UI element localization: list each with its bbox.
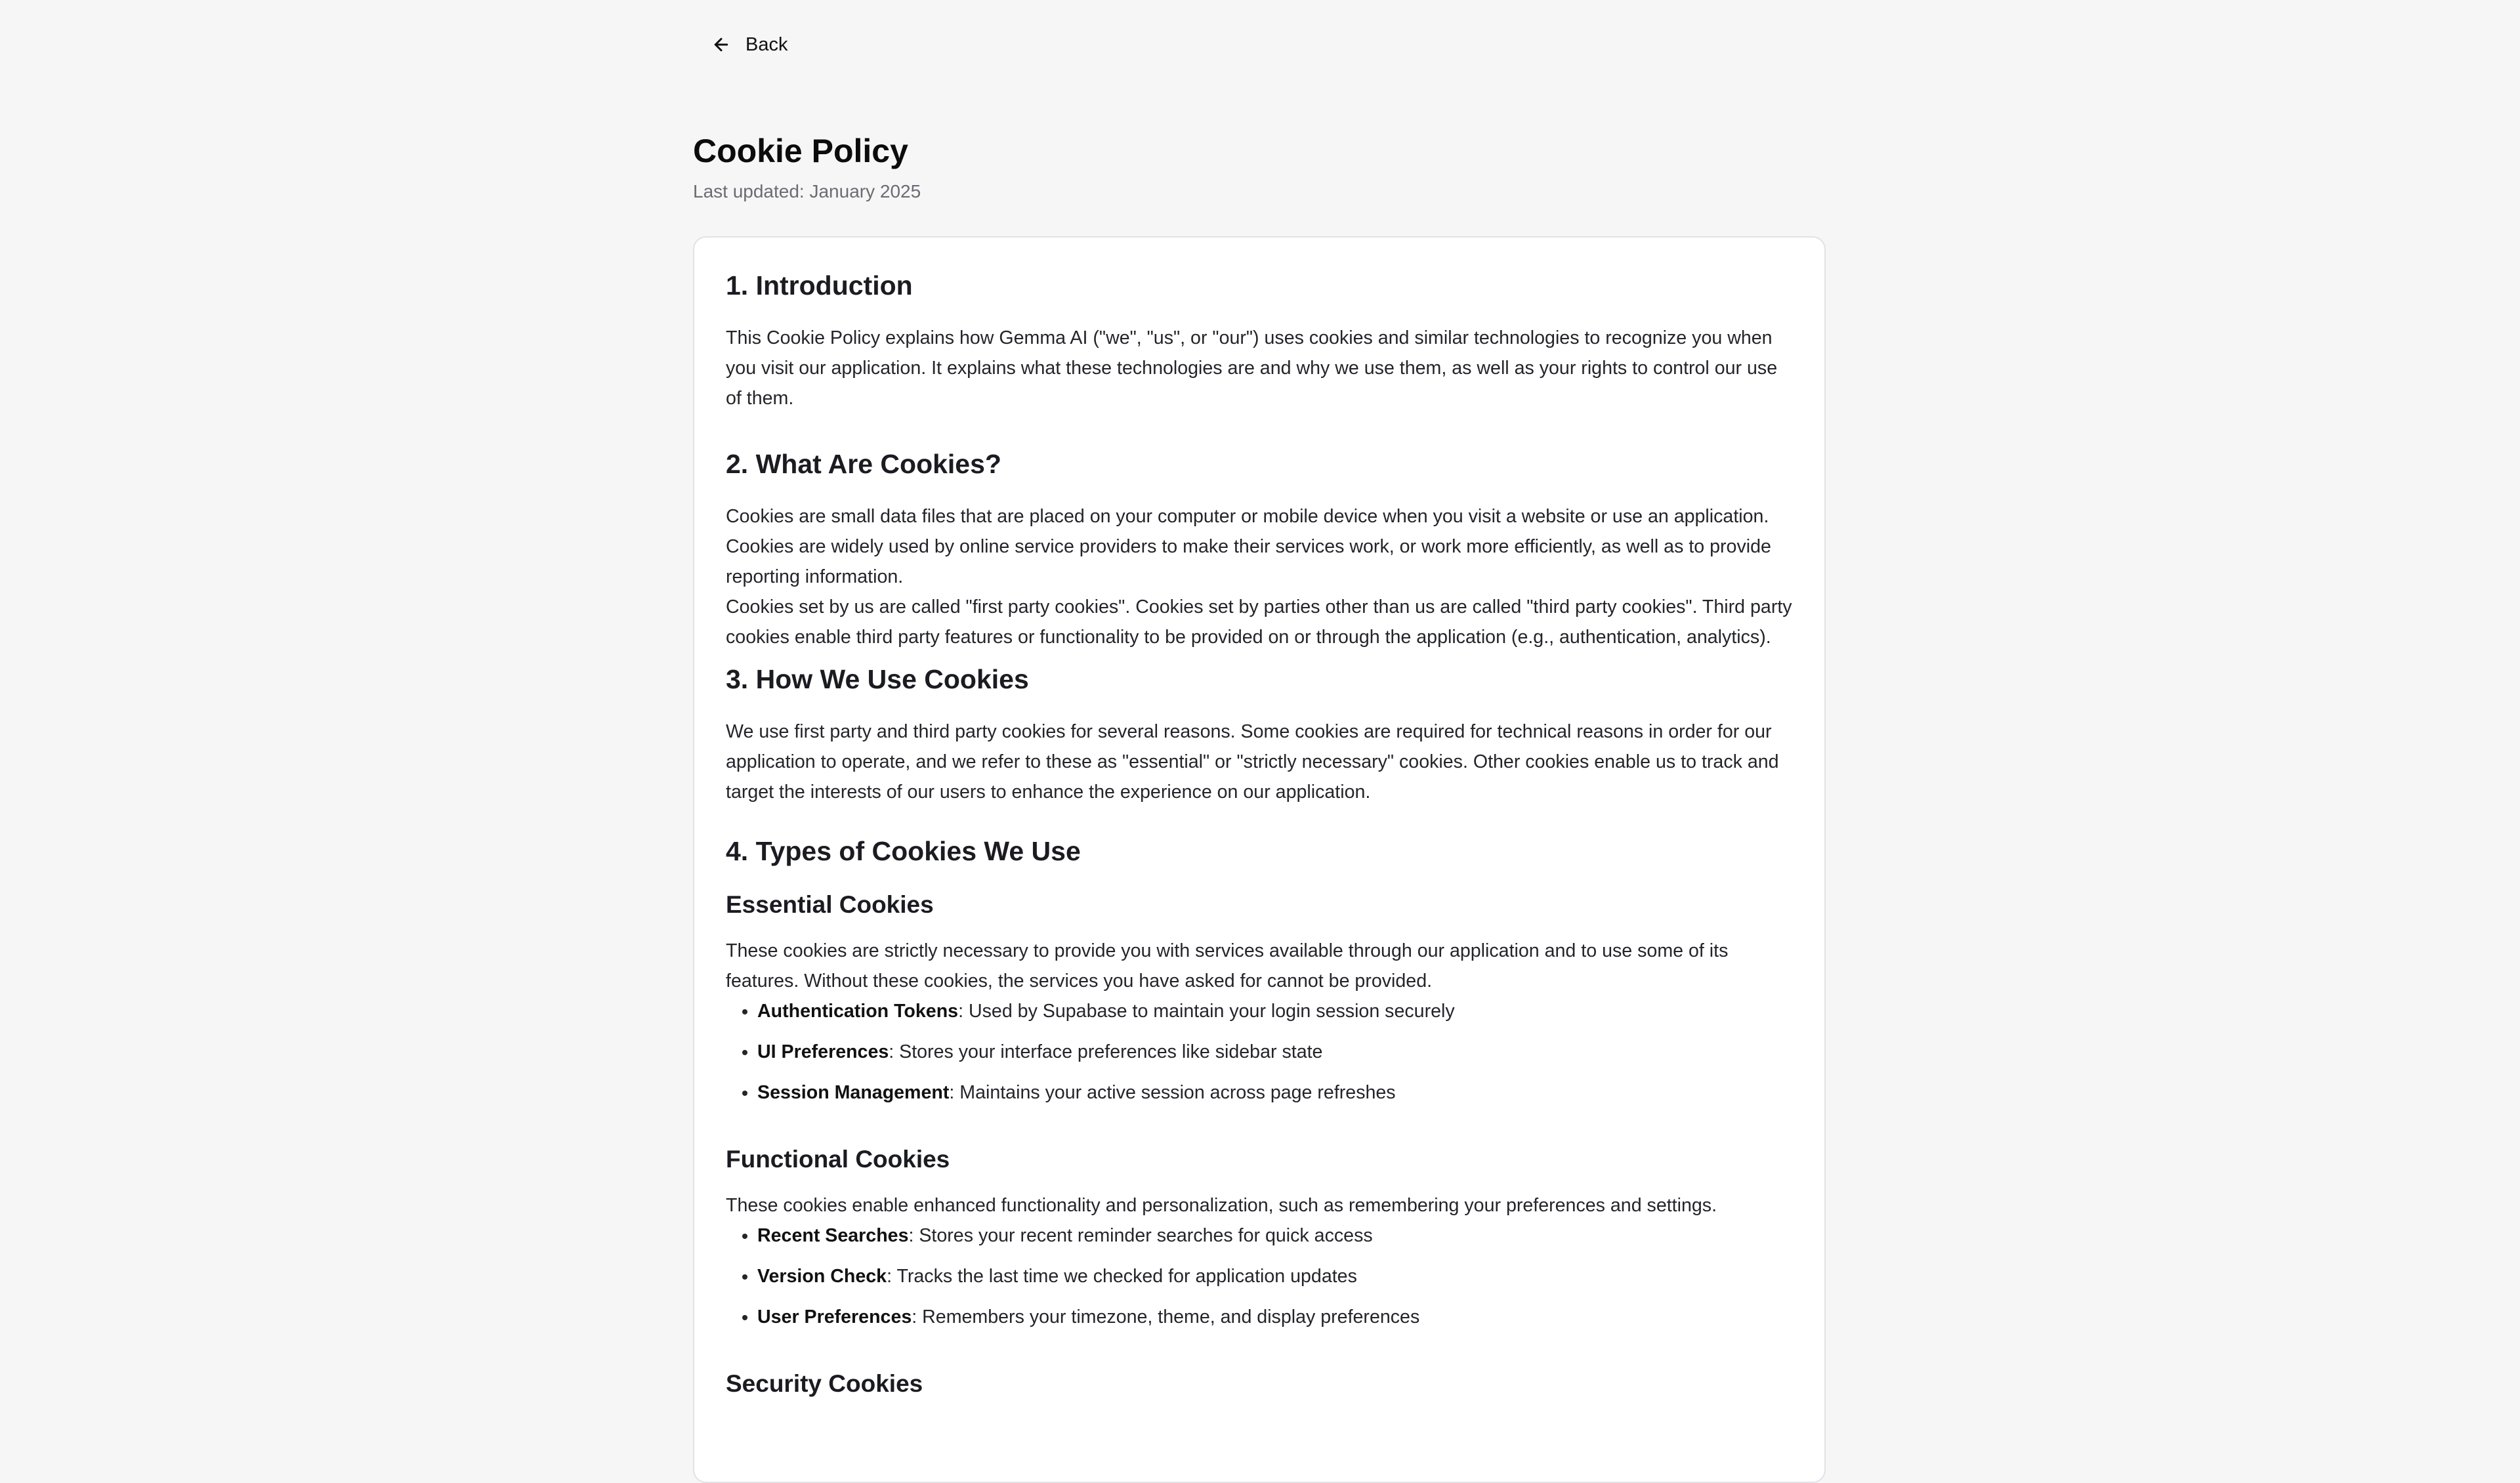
list-item-name: Authentication Tokens — [757, 1001, 959, 1022]
list-item-name: User Preferences — [757, 1306, 912, 1327]
functional-cookies-list — [726, 1221, 1793, 1332]
arrow-left-icon — [711, 35, 731, 54]
essential-cookies-list — [726, 996, 1793, 1108]
list-item-desc: : Remembers your timezone, theme, and display preferences — [912, 1306, 1420, 1327]
back-label: Back — [746, 33, 788, 55]
list-item-desc: : Stores your interface preferences like sidebar state — [889, 1041, 1323, 1062]
essential-cookies-text: These cookies are strictly necessary to provide you with services available through our application and to use some of its features. Without these cookies, the services you have asked for cannot be provided. — [726, 940, 1729, 992]
what-are-cookies-text-1: Cookies are small data files that are placed on your computer or mobile device when you visit a website or use an application. Cookies are widely used by online service providers to make their services work, or work more efficiently, as well as to provide reporting information. — [726, 506, 1771, 587]
list-item — [757, 996, 1793, 1026]
list-item-name: Session Management — [757, 1082, 950, 1103]
how-we-use-cookies-text: We use first party and third party cookies for several reasons. Some cookies are required for technical reasons in order for our application to operate, and we refer to these as "essential" or "strictly necessary" cookies. Other cookies enable us to track and target the interests of our users to enhance the experience on our application. — [726, 721, 1779, 803]
list-item — [757, 1037, 1793, 1067]
page-title: Cookie Policy — [693, 133, 908, 169]
functional-cookies-text: These cookies enable enhanced functionality and personalization, such as remembering your preferences and settings. — [726, 1195, 1717, 1216]
list-item — [757, 1261, 1793, 1291]
subsection-title-security-cookies: Security Cookies — [726, 1370, 923, 1397]
policy-content-card — [693, 236, 1826, 1483]
what-are-cookies-text-2: Cookies set by us are called "first party cookies". Cookies set by parties other than us are called "third party cookies". Third party cookies enable third party features or functionality to be provided on or through the application (e.g., authentication, analytics). — [726, 596, 1792, 648]
list-item-name: UI Preferences — [757, 1041, 889, 1062]
back-button[interactable] — [704, 28, 795, 62]
section-title-how-we-use-cookies: 3. How We Use Cookies — [726, 664, 1029, 694]
section-title-what-are-cookies: 2. What Are Cookies? — [726, 449, 1001, 479]
list-item-desc: : Tracks the last time we checked for application updates — [887, 1266, 1357, 1287]
section-title-introduction: 1. Introduction — [726, 270, 913, 301]
subsection-title-essential-cookies: Essential Cookies — [726, 891, 934, 918]
list-item-name: Version Check — [757, 1266, 887, 1287]
list-item-desc: : Stores your recent reminder searches for quick access — [908, 1225, 1373, 1246]
list-item-name: Recent Searches — [757, 1225, 909, 1246]
last-updated-text: Last updated: January 2025 — [693, 181, 921, 201]
introduction-text: This Cookie Policy explains how Gemma AI ("we", "us", or "our") uses cookies and similar technologies to recognize you when you visit our application. It explains what these technologies are and why we use them, as well as your rights to control our use of them. — [726, 327, 1778, 409]
list-item — [757, 1221, 1793, 1251]
list-item — [757, 1302, 1793, 1332]
subsection-title-functional-cookies: Functional Cookies — [726, 1146, 950, 1173]
section-title-types-of-cookies: 4. Types of Cookies We Use — [726, 836, 1081, 866]
list-item-desc: : Used by Supabase to maintain your login session securely — [958, 1001, 1455, 1022]
list-item — [757, 1077, 1793, 1108]
list-item-desc: : Maintains your active session across page refreshes — [949, 1082, 1396, 1103]
